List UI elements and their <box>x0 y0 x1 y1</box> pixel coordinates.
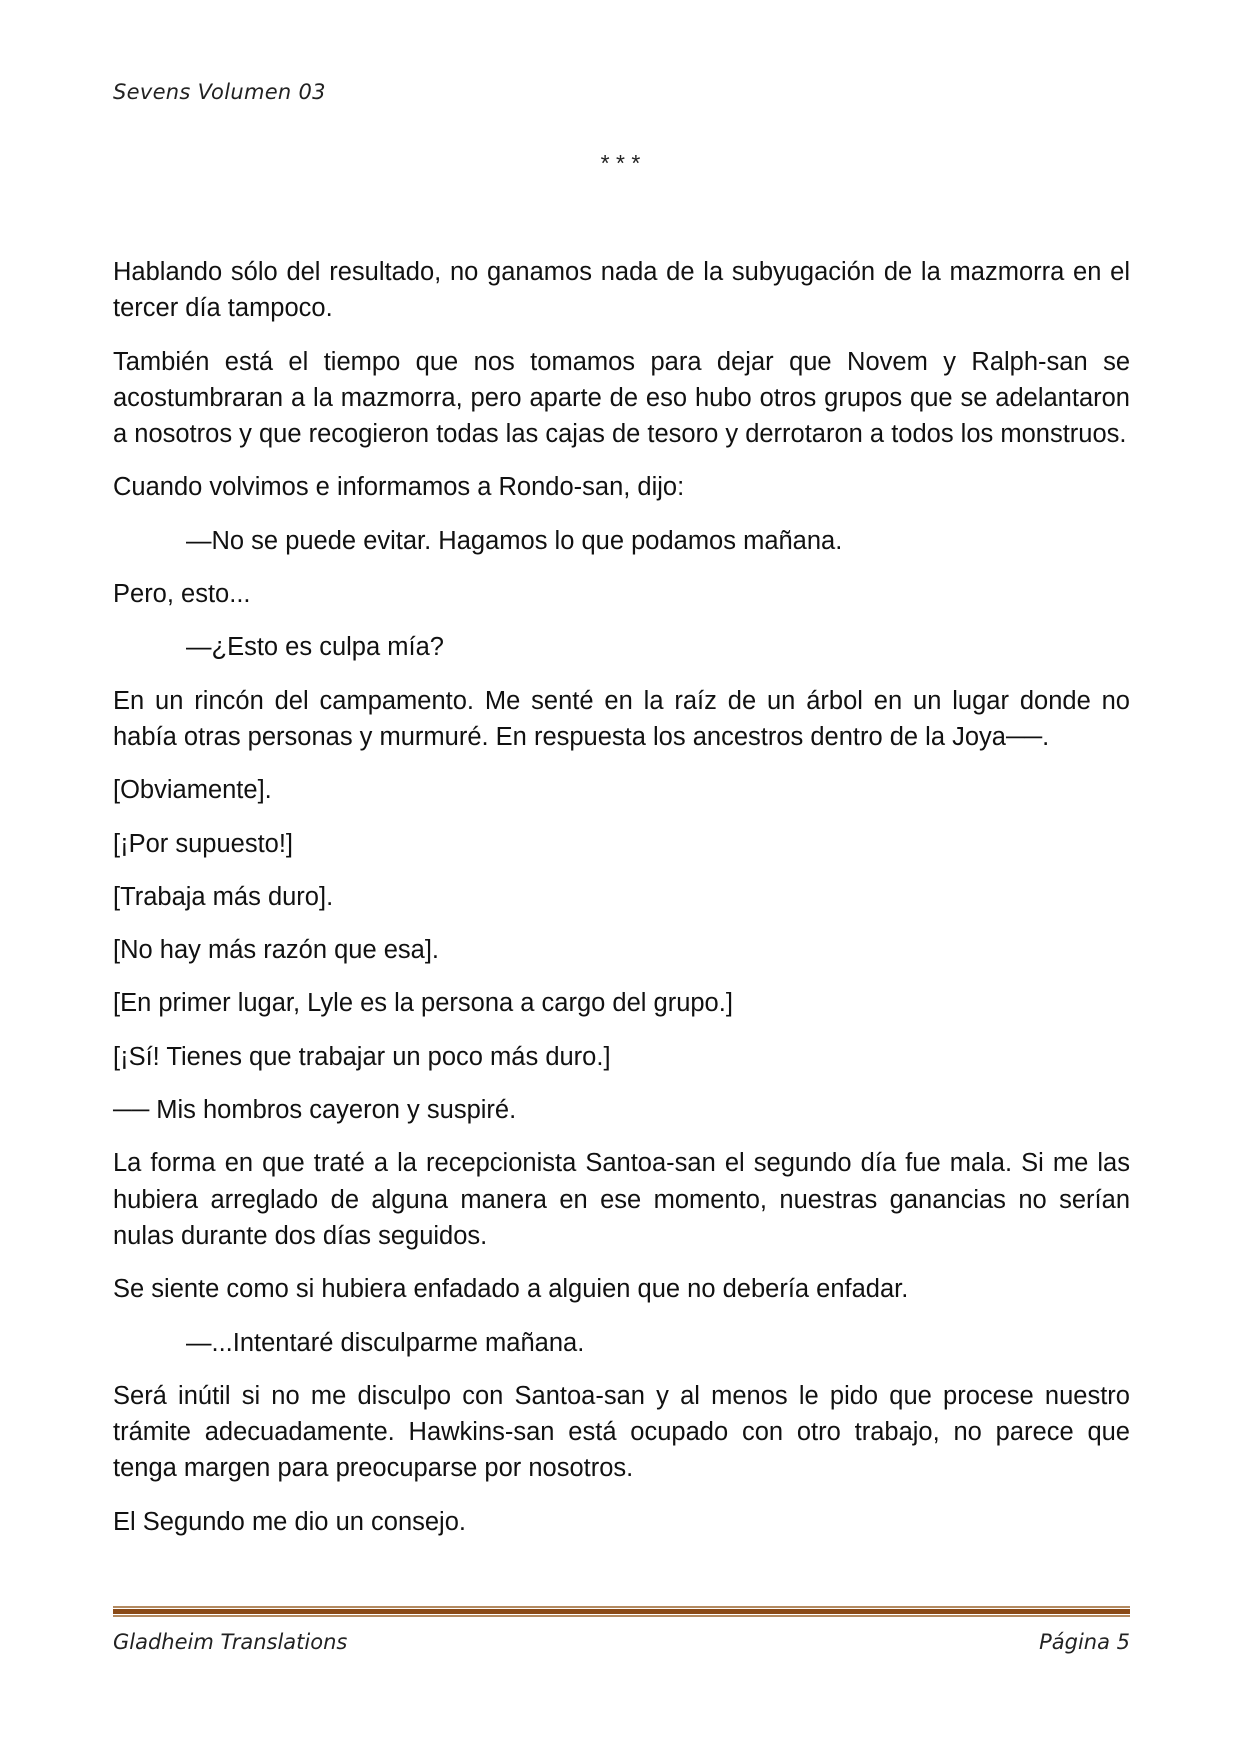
ancestor-line: [¡Sí! Tienes que trabajar un poco más duro.] <box>113 1042 611 1071</box>
footer-rule-thick <box>113 1609 1130 1614</box>
footer-rule <box>113 1606 1130 1617</box>
footer-rule-thin <box>113 1606 1130 1608</box>
paragraph: ── Mis hombros cayeron y suspiré. <box>113 1096 517 1125</box>
paragraph: El Segundo me dio un consejo. <box>113 1507 466 1536</box>
ancestor-line: [Trabaja más duro]. <box>113 882 334 911</box>
paragraph: En un rincón del campamento. Me senté en la raíz de un árbol en un lugar donde no había otras personas y murmuré. En respuesta los ancestros dentro de la Joya──. <box>113 686 1130 751</box>
page-number: Página 5 <box>1039 1630 1130 1654</box>
paragraph: Cuando volvimos e informamos a Rondo-san, dijo: <box>113 473 685 502</box>
dialogue-line: —¿Esto es culpa mía? <box>186 633 444 662</box>
paragraph: Pero, esto... <box>113 580 251 609</box>
paragraph: Será inútil si no me disculpo con Santoa-san y al menos le pido que procese nuestro trámite adecuadamente. Hawkins-san está ocupado con otro trabajo, no parece que tenga margen para preocuparse por nosotros. <box>113 1381 1130 1483</box>
ancestor-line: [En primer lugar, Lyle es la persona a cargo del grupo.] <box>113 989 733 1018</box>
scene-separator: * * * <box>600 150 641 176</box>
ancestor-line: [¡Por supuesto!] <box>113 829 294 858</box>
dialogue-line: —...Intentaré disculparme mañana. <box>186 1328 585 1357</box>
paragraph: La forma en que traté a la recepcionista Santoa-san el segundo día fue mala. Si me las hubiera arreglado de alguna manera en ese momento, nuestras ganancias no serían nulas durante dos días seguidos. <box>113 1149 1130 1250</box>
paragraph: Se siente como si hubiera enfadado a alguien que no debería enfadar. <box>113 1275 909 1304</box>
running-header: Sevens Volumen 03 <box>113 80 326 104</box>
page-body <box>113 254 1130 1557</box>
paragraph: Hablando sólo del resultado, no ganamos nada de la subyugación de la mazmorra en el tercer día tampoco. <box>113 258 1130 323</box>
paragraph: También está el tiempo que nos tomamos para dejar que Novem y Ralph-san se acostumbraran a la mazmorra, pero aparte de eso hubo otros grupos que se adelantaron a nosotros y que recogieron todas las cajas de tesoro y derrotaron a todos los monstruos. <box>113 347 1130 449</box>
ancestor-line: [Obviamente]. <box>113 776 272 805</box>
footer-publisher: Gladheim Translations <box>113 1630 348 1654</box>
dialogue-line: —No se puede evitar. Hagamos lo que podamos mañana. <box>186 526 843 555</box>
footer-rule-thin <box>113 1615 1130 1617</box>
ancestor-line: [No hay más razón que esa]. <box>113 936 440 965</box>
